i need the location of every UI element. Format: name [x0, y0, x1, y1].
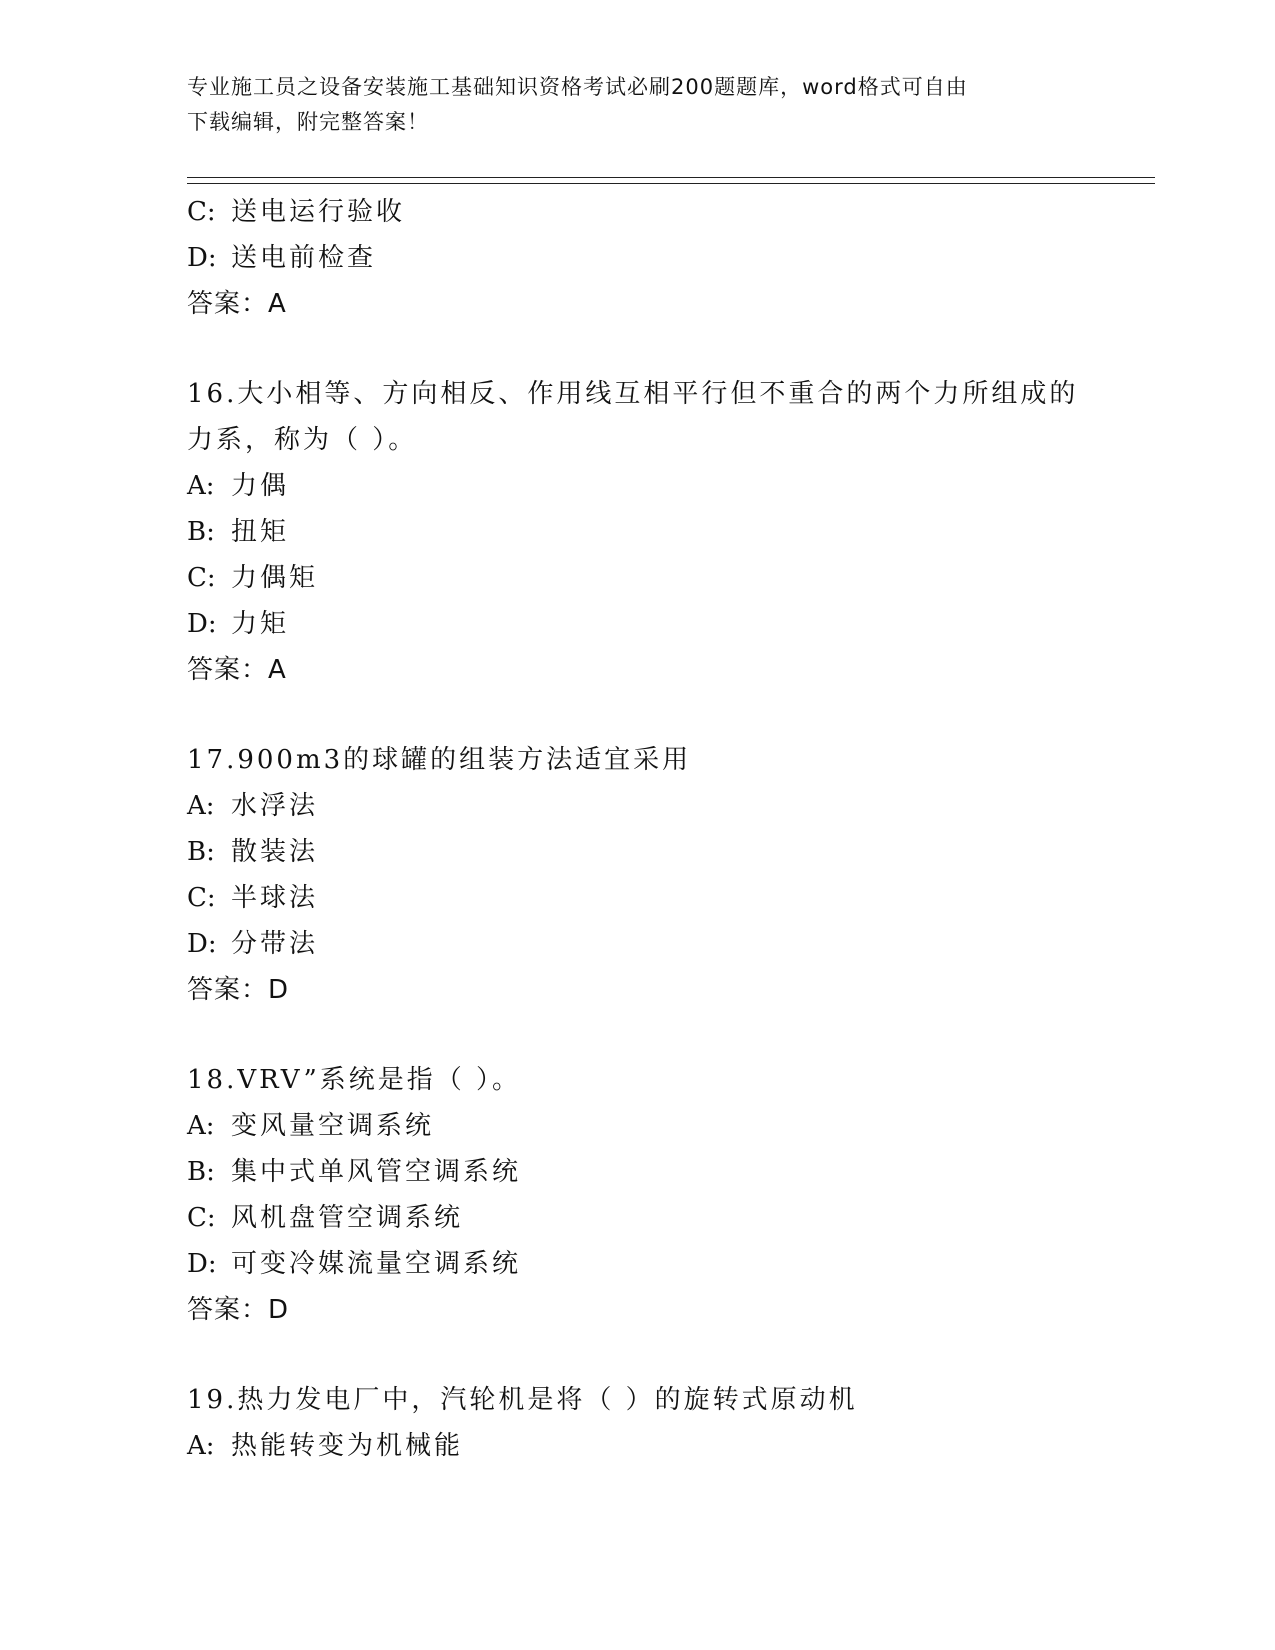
option-b — [187, 509, 1087, 555]
option-a — [187, 1103, 1087, 1149]
answer-line: 答案：A — [187, 289, 287, 319]
option-text: 力偶 — [231, 471, 290, 501]
option-a — [187, 1423, 1087, 1469]
option-key: B: — [187, 1157, 215, 1187]
option-c — [187, 1195, 1087, 1241]
option-text: 半球法 — [231, 883, 319, 913]
option-key: D: — [187, 609, 217, 639]
question-stem: 19.热力发电厂中，汽轮机是将（ ）的旋转式原动机 — [187, 1385, 858, 1415]
option-b — [187, 1149, 1087, 1195]
option-text: 扭矩 — [231, 517, 290, 547]
question-block-carryover — [187, 189, 1087, 327]
option-key: A: — [187, 791, 215, 821]
option-d — [187, 921, 1087, 967]
option-b — [187, 829, 1087, 875]
option-key: B: — [187, 837, 215, 867]
option-c — [187, 189, 1087, 235]
question-list — [187, 189, 1087, 1469]
option-key: C: — [187, 563, 216, 593]
option-c — [187, 875, 1087, 921]
option-a — [187, 783, 1087, 829]
option-text: 送电前检查 — [231, 243, 377, 273]
option-key: D: — [187, 929, 217, 959]
option-text: 散装法 — [231, 837, 319, 867]
option-key: C: — [187, 883, 216, 913]
option-text: 水浮法 — [231, 791, 319, 821]
option-text: 可变冷媒流量空调系统 — [231, 1249, 522, 1279]
option-key: D: — [187, 1249, 217, 1279]
question-block-19 — [187, 1377, 1087, 1469]
question-stem: 16.大小相等、方向相反、作用线互相平行但不重合的两个力所组成的 — [187, 379, 1079, 409]
option-key: A: — [187, 1111, 215, 1141]
question-stem: 18.VRV”系统是指（ ）。 — [187, 1065, 522, 1095]
option-d — [187, 601, 1087, 647]
answer-line: 答案：D — [187, 975, 290, 1005]
option-key: C: — [187, 1203, 216, 1233]
header-divider-top — [187, 177, 1155, 178]
option-text: 风机盘管空调系统 — [231, 1203, 464, 1233]
option-text: 力矩 — [231, 609, 290, 639]
option-d — [187, 235, 1087, 281]
document-header — [187, 70, 1067, 140]
header-title-line-1: 专业施工员之设备安装施工基础知识资格考试必刷200题题库，word格式可自由 — [187, 75, 968, 99]
option-key: A: — [187, 471, 215, 501]
option-text: 变风量空调系统 — [231, 1111, 435, 1141]
header-divider-bottom — [187, 183, 1155, 184]
option-d — [187, 1241, 1087, 1287]
option-text: 分带法 — [231, 929, 319, 959]
option-text: 集中式单风管空调系统 — [231, 1157, 522, 1187]
option-a — [187, 463, 1087, 509]
option-text: 力偶矩 — [231, 563, 319, 593]
question-block-18 — [187, 1057, 1087, 1333]
option-key: D: — [187, 243, 217, 273]
question-stem-continued: 力系，称为（ ）。 — [187, 425, 418, 455]
answer-line: 答案：D — [187, 1295, 290, 1325]
option-c — [187, 555, 1087, 601]
option-text: 送电运行验收 — [231, 197, 406, 227]
option-key: B: — [187, 517, 215, 547]
header-title-line-2: 下载编辑，附完整答案！ — [187, 110, 429, 134]
option-key: A: — [187, 1431, 215, 1461]
answer-line: 答案：A — [187, 655, 287, 685]
option-key: C: — [187, 197, 216, 227]
question-block-16 — [187, 371, 1087, 693]
question-stem: 17.900m3的球罐的组装方法适宜采用 — [187, 745, 692, 775]
option-text: 热能转变为机械能 — [231, 1431, 464, 1461]
question-block-17 — [187, 737, 1087, 1013]
